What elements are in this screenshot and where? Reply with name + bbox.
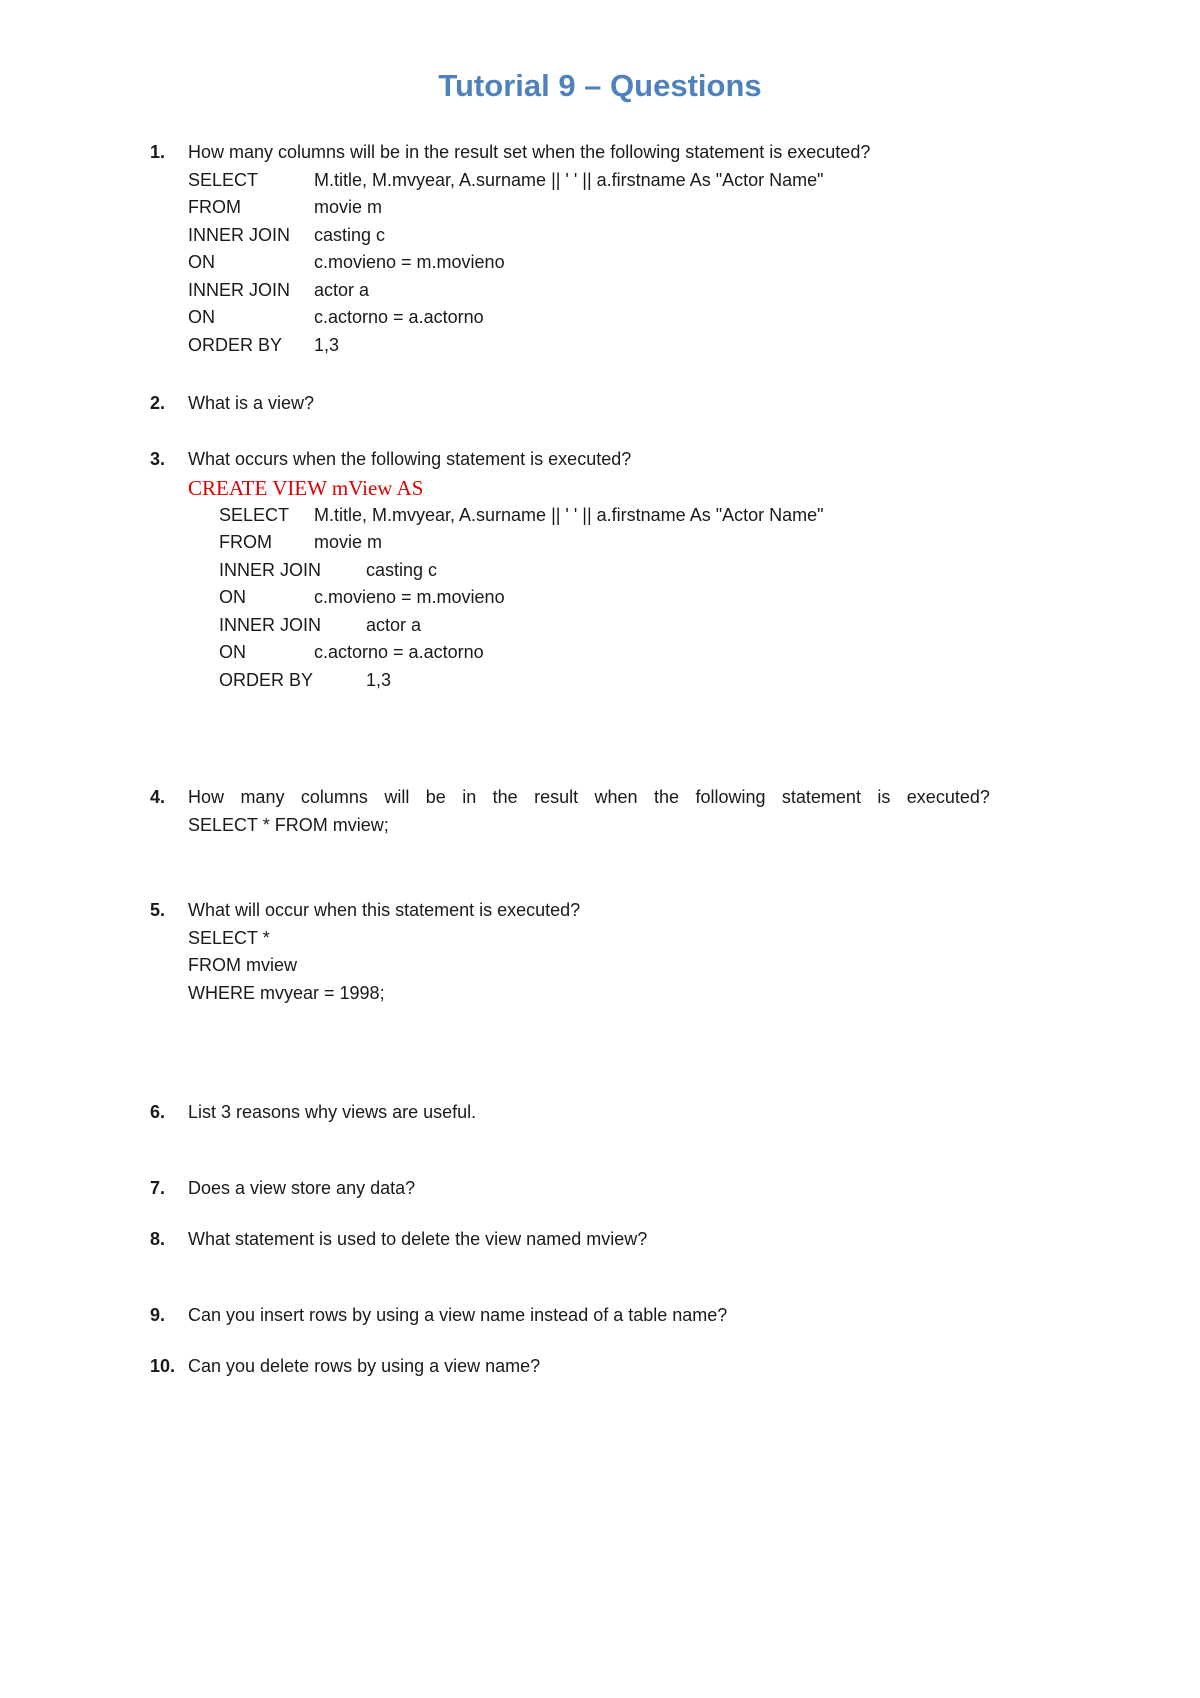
question-text: What occurs when the following statement is executed?: [188, 449, 632, 469]
sql-line: ORDER BY 1,3: [219, 669, 392, 690]
question-text: How many columns will be in the result set when the following statement is executed?: [188, 142, 871, 162]
create-view-statement: CREATE VIEW mView AS: [188, 475, 424, 500]
sql-line: WHERE mvyear = 1998;: [188, 982, 385, 1003]
question-4: [150, 784, 990, 839]
question-5: [150, 897, 990, 1007]
page-title: Tutorial 9 – Questions: [438, 68, 762, 103]
question-1: [150, 139, 990, 359]
question-text: What will occur when this statement is executed?: [188, 900, 581, 920]
question-number: 10.: [150, 1356, 176, 1376]
question-text: Can you delete rows by using a view name?: [188, 1356, 541, 1376]
sql-line: INNER JOIN actor a: [188, 279, 370, 300]
question-3: [150, 446, 990, 694]
question-10: [150, 1353, 990, 1381]
question-number: 5.: [150, 900, 166, 920]
sql-line: ORDER BY 1,3: [188, 334, 340, 355]
sql-line: SELECT M.title, M.mvyear, A.surname || ' ' || a.firstname As "Actor Name": [219, 504, 824, 525]
sql-line: ON c.actorno = a.actorno: [188, 307, 484, 327]
question-text: Does a view store any data?: [188, 1178, 416, 1198]
sql-line: INNER JOIN actor a: [219, 614, 422, 635]
question-text: What is a view?: [188, 393, 315, 413]
sql-line: ON c.actorno = a.actorno: [219, 642, 484, 662]
sql-line: SELECT M.title, M.mvyear, A.surname || ' ' || a.firstname As "Actor Name": [188, 169, 824, 190]
question-text: Can you insert rows by using a view name instead of a table name?: [188, 1305, 728, 1325]
sql-line: FROM mview: [188, 955, 297, 975]
sql-line: ON c.movieno = m.movieno: [219, 587, 505, 607]
sql-line: SELECT * FROM mview;: [188, 814, 389, 835]
question-number: 3.: [150, 449, 166, 469]
question-number: 7.: [150, 1178, 166, 1198]
question-text: How many columns will be in the result when the following statement is executed?: [188, 787, 990, 807]
question-number: 8.: [150, 1229, 166, 1249]
sql-line: INNER JOIN casting c: [219, 559, 438, 580]
question-6: [150, 1099, 990, 1127]
question-number: 2.: [150, 393, 166, 413]
sql-line: INNER JOIN casting c: [188, 224, 386, 245]
question-number: 1.: [150, 142, 166, 162]
question-9: [150, 1302, 990, 1330]
sql-line: ON c.movieno = m.movieno: [188, 252, 505, 272]
question-text: List 3 reasons why views are useful.: [188, 1102, 477, 1122]
question-8: [150, 1226, 990, 1254]
question-7: [150, 1175, 990, 1203]
sql-line: FROM movie m: [219, 532, 383, 552]
sql-line: SELECT *: [188, 927, 270, 948]
question-text: What statement is used to delete the view named mview?: [188, 1229, 648, 1249]
question-number: 9.: [150, 1305, 166, 1325]
question-2: [150, 390, 990, 418]
question-number: 6.: [150, 1102, 166, 1122]
question-number: 4.: [150, 787, 166, 807]
sql-line: FROM movie m: [188, 197, 383, 217]
